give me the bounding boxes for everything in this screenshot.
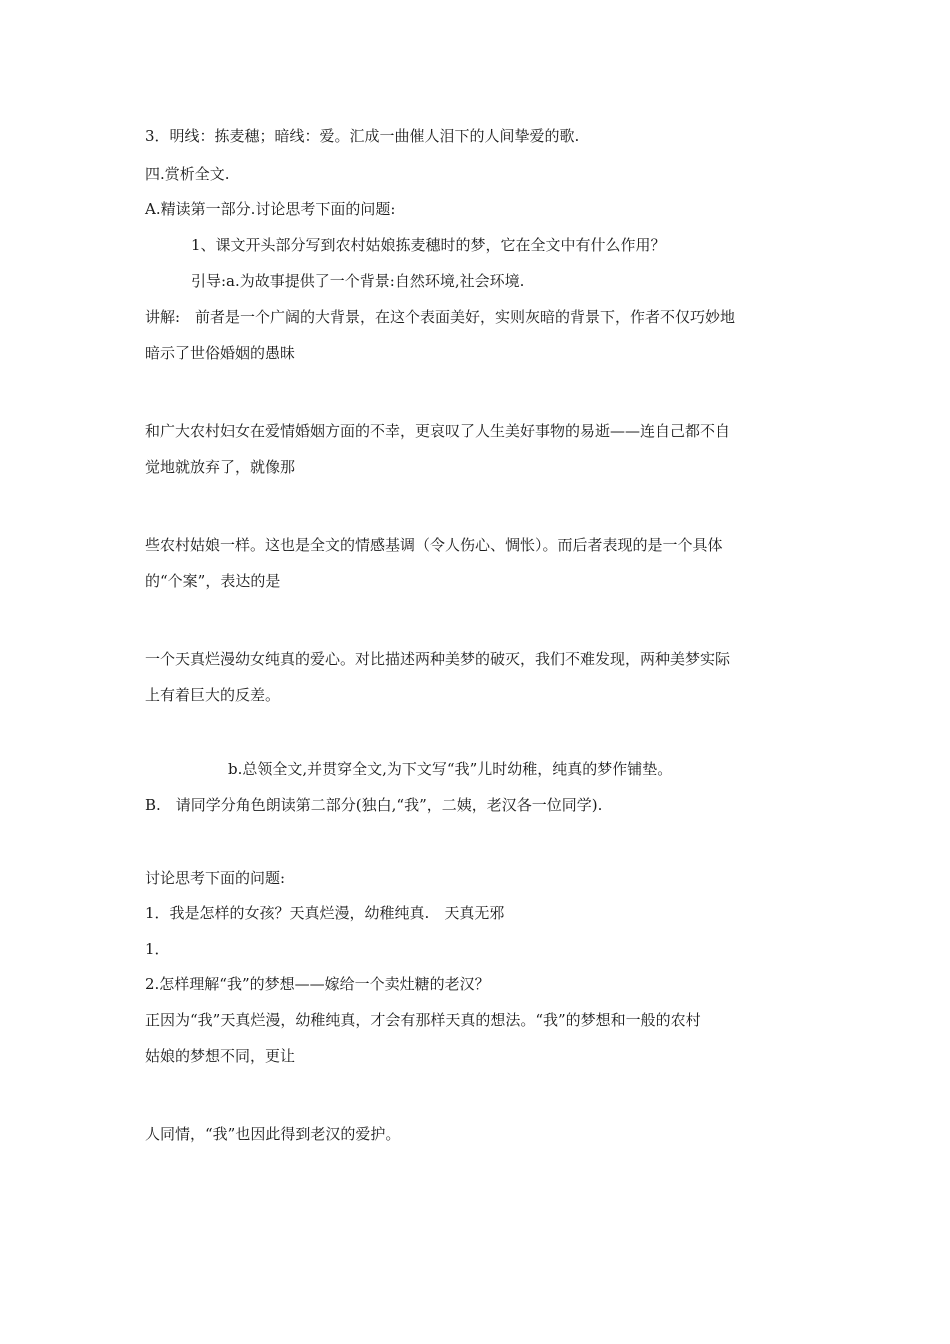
discussion-question-1: 1．我是怎样的女孩？天真烂漫，幼稚纯真. 天真无邪 (145, 904, 505, 922)
explanation-line: 讲解: 前者是一个广阔的大背景，在这个表面美好，实则灰暗的背景下，作者不仅巧妙地 (145, 308, 736, 326)
discussion-question-2: 2.怎样理解“我”的梦想——嫁给一个卖灶糖的老汉？ (145, 975, 490, 993)
explanation-line: 的“个案”，表达的是 (145, 572, 281, 590)
section-heading-appreciation: 四.赏析全文. (145, 165, 230, 183)
explanation-line: 上有着巨大的反差。 (145, 686, 281, 704)
explanation-line: 一个天真烂漫幼女纯真的爱心。对比描述两种美梦的破灭，我们不难发现，两种美梦实际 (145, 650, 731, 668)
explanation-line: 些农村姑娘一样。这也是全文的情感基调（令人伤心、惆怅）。而后者表现的是一个具体 (145, 536, 723, 554)
guide-text: 引导:a.为故事提供了一个背景:自然环境,社会环境. (191, 272, 525, 290)
list-number: 1． (145, 940, 170, 958)
explanation-line: 觉地就放弃了，就像那 (145, 458, 296, 476)
answer-line: 正因为“我”天真烂漫，幼稚纯真，才会有那样天真的想法。“我”的梦想和一般的农村 (145, 1011, 701, 1029)
text-line-clue: 3．明线：拣麦穗；暗线：爱。汇成一曲催人泪下的人间挚爱的歌. (145, 127, 580, 145)
answer-line: 人同情，“我”也因此得到老汉的爱护。 (145, 1125, 401, 1143)
explanation-line: 和广大农村妇女在爱情婚姻方面的不幸，更哀叹了人生美好事物的易逝——连自己都不自 (145, 422, 731, 440)
subsection-heading-b: B. 请同学分角色朗读第二部分(独白,“我”，二姨，老汉各一位同学). (145, 796, 603, 814)
explanation-line: 暗示了世俗婚姻的愚昧 (145, 344, 296, 362)
question-1: 1、课文开头部分写到农村姑娘拣麦穗时的梦，它在全文中有什么作用？ (191, 236, 666, 254)
subsection-heading-a: A.精读第一部分.讨论思考下面的问题: (145, 200, 396, 218)
guide-point-b: b.总领全文,并贯穿全文,为下文写“我”儿时幼稚，纯真的梦作铺垫。 (228, 760, 673, 778)
answer-line: 姑娘的梦想不同，更让 (145, 1047, 296, 1065)
discussion-heading: 讨论思考下面的问题: (145, 869, 286, 887)
